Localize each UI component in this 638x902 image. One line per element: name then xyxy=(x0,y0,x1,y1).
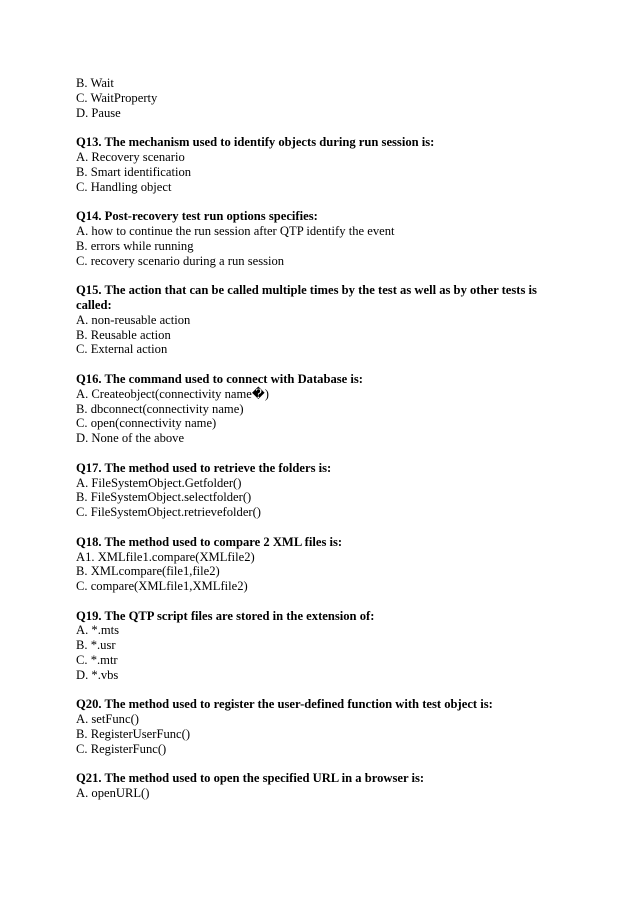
option-line: A. setFunc() xyxy=(76,712,139,727)
spacer xyxy=(76,683,566,698)
question-title: Q18. The method used to compare 2 XML files is: xyxy=(76,534,343,549)
option-line: A. how to continue the run session after QTP identify the event xyxy=(76,223,395,238)
option-line: B. Wait xyxy=(76,76,114,90)
spacer xyxy=(76,357,566,372)
option-line: B. *.usr xyxy=(76,638,116,653)
question-title: Q20. The method used to register the user-defined function with test object is: xyxy=(76,697,493,712)
option-line: B. errors while running xyxy=(76,238,194,253)
question-title: Q13. The mechanism used to identify objects during run session is: xyxy=(76,135,435,150)
option-line: C. Handling object xyxy=(76,179,172,194)
question-title: Q14. Post-recovery test run options specifies: xyxy=(76,209,318,224)
continuation-options xyxy=(76,76,566,120)
document-page xyxy=(76,76,566,801)
option-line: D. None of the above xyxy=(76,431,185,446)
question-q21 xyxy=(76,771,566,801)
question-title: Q16. The command used to connect with Database is: xyxy=(76,371,363,386)
question-title: Q17. The method used to retrieve the folders is: xyxy=(76,460,332,475)
option-line: B. FileSystemObject.selectfolder() xyxy=(76,490,252,505)
spacer xyxy=(76,594,566,609)
option-line: C. FileSystemObject.retrievefolder() xyxy=(76,505,262,520)
option-line: D. *.vbs xyxy=(76,667,119,682)
option-line: A. Recovery scenario xyxy=(76,149,185,164)
option-line: B. XMLcompare(file1,file2) xyxy=(76,564,220,579)
question-q15 xyxy=(76,283,566,357)
option-line: C. RegisterFunc() xyxy=(76,741,167,756)
option-line: B. RegisterUserFunc() xyxy=(76,727,191,742)
option-line: A. *.mts xyxy=(76,623,120,638)
spacer xyxy=(76,446,566,461)
option-line: C. open(connectivity name) xyxy=(76,416,217,431)
option-line: A. FileSystemObject.Getfolder() xyxy=(76,475,242,490)
option-line: B. Smart identification xyxy=(76,164,192,179)
spacer xyxy=(76,194,566,209)
option-line: B. Reusable action xyxy=(76,327,171,342)
spacer xyxy=(76,120,566,135)
question-q17 xyxy=(76,461,566,520)
question-title: Q21. The method used to open the specified URL in a browser is: xyxy=(76,771,425,786)
question-q19 xyxy=(76,609,566,683)
option-line: C. recovery scenario during a run session xyxy=(76,253,285,268)
option-line: C. *.mtr xyxy=(76,653,118,668)
question-q20 xyxy=(76,697,566,756)
question-title: Q15. The action that can be called multiple times by the test as well as by other tests is called: xyxy=(76,283,537,312)
spacer xyxy=(76,520,566,535)
spacer xyxy=(76,268,566,283)
spacer xyxy=(76,757,566,772)
question-q14 xyxy=(76,209,566,268)
option-line: A1. XMLfile1.compare(XMLfile2) xyxy=(76,549,255,564)
option-line: A. openURL() xyxy=(76,786,150,801)
option-line: B. dbconnect(connectivity name) xyxy=(76,401,244,416)
option-line: A. non-reusable action xyxy=(76,312,191,327)
question-q13 xyxy=(76,135,566,194)
option-line: C. WaitProperty xyxy=(76,90,158,105)
option-line: D. Pause xyxy=(76,105,121,120)
question-q16 xyxy=(76,372,566,446)
question-title: Q19. The QTP script files are stored in the extension of: xyxy=(76,608,375,623)
option-line: C. External action xyxy=(76,342,168,357)
question-q18 xyxy=(76,535,566,594)
option-line: C. compare(XMLfile1,XMLfile2) xyxy=(76,579,248,594)
option-line: A. Createobject(connectivity name�) xyxy=(76,386,269,401)
